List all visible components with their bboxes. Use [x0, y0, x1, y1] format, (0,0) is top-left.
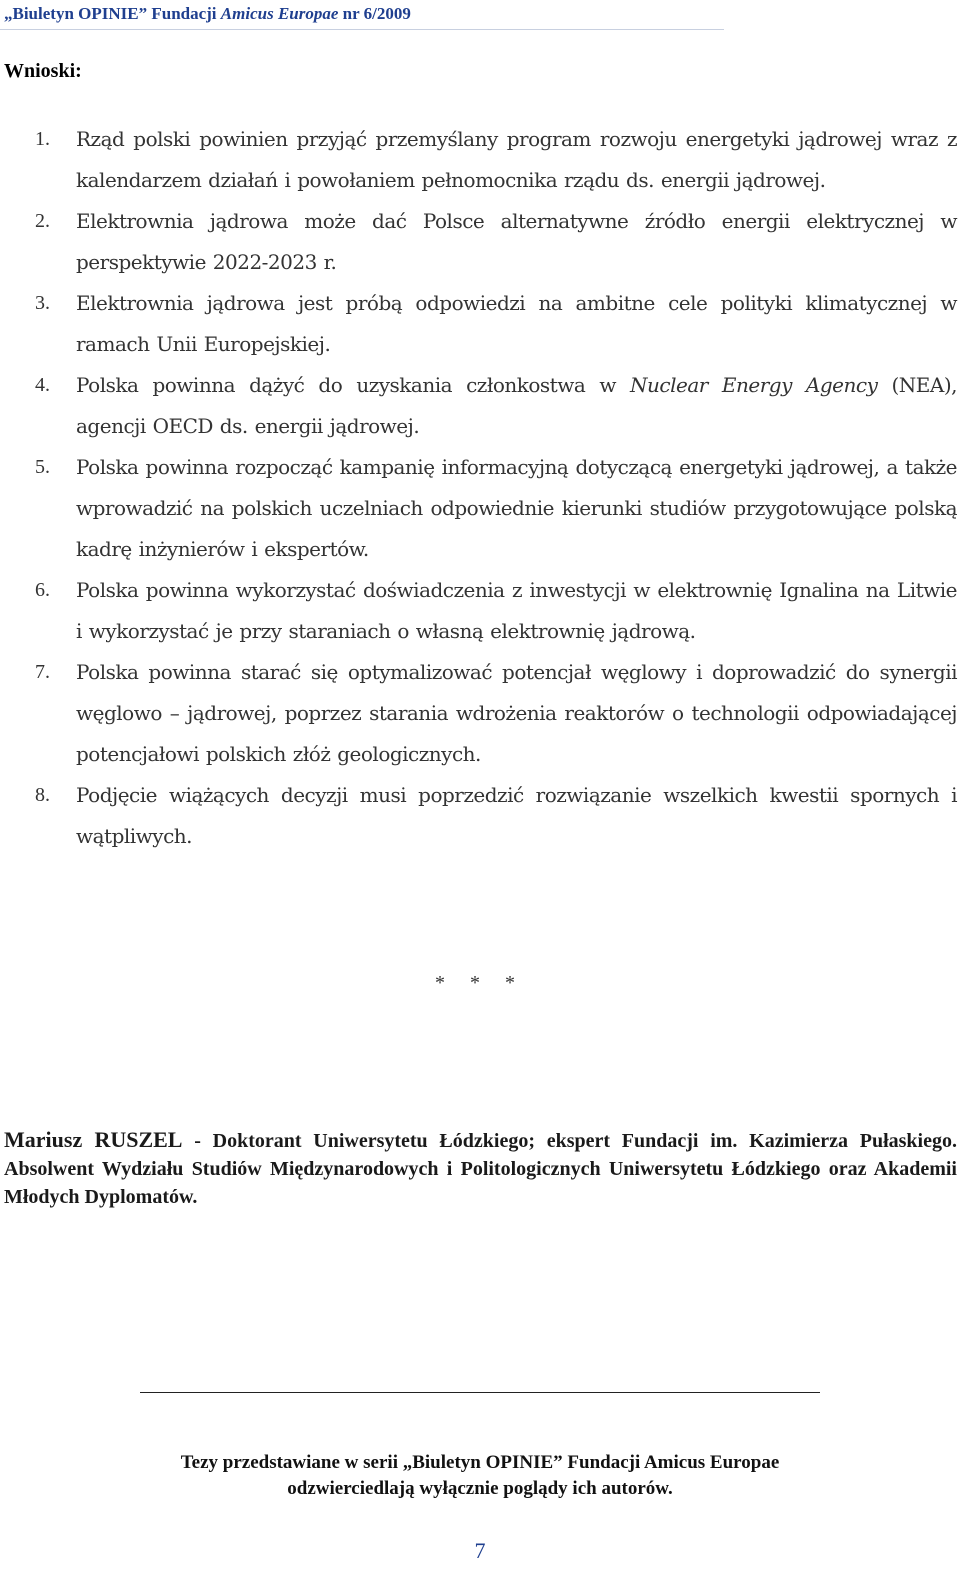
list-item [0, 365, 960, 447]
item-number: 1. [35, 128, 50, 150]
author-bio [4, 1126, 957, 1211]
section-title: Wnioski: [4, 60, 82, 82]
item-text-italic: Nuclear Energy Agency [630, 373, 878, 397]
header-suffix: nr 6/2009 [338, 4, 411, 23]
disclaimer-line-1: Tezy przedstawiane w serii „Biuletyn OPINIE” Fundacji Amicus Europae [180, 1452, 780, 1473]
list-item [0, 570, 960, 652]
item-text: Podjęcie wiążących decyzji musi poprzedzić rozwiązanie wszelkich kwestii spornych i wątpliwych. [76, 783, 957, 848]
section-separator: * * * [435, 972, 525, 994]
item-text: Polska powinna rozpocząć kampanię informacyjną dotyczącą energetyki jądrowej, a także wprowadzić na polskich uczelniach odpowiednie kierunki studiów przygotowujące polską kadrę inżynierów i ekspertów. [76, 455, 957, 561]
page-header [4, 4, 411, 24]
item-text: Elektrownia jądrowa może dać Polsce alternatywne źródło energii elektrycznej w perspektywie 2022-2023 r. [76, 209, 957, 274]
list-item [0, 775, 960, 857]
item-text [76, 365, 957, 447]
list-item [0, 283, 960, 365]
footer-divider [140, 1392, 820, 1393]
disclaimer-line-2: odzwierciedlają wyłącznie poglądy ich autorów. [287, 1478, 673, 1499]
item-text-after: (NEA), agencji OECD ds. energii jądrowej. [76, 373, 957, 438]
page-number: 7 [474, 1538, 486, 1563]
item-number: 6. [35, 579, 50, 601]
item-number: 2. [35, 210, 50, 232]
list-item [0, 652, 960, 775]
item-text-before: Polska powinna dążyć do uzyskania członkostwa w [76, 373, 631, 397]
header-italic: Amicus Europae [220, 4, 339, 23]
item-text: Polska powinna wykorzystać doświadczenia z inwestycji w elektrownię Ignalina na Litwie i wykorzystać je przy staraniach o własną elektrownię jądrową. [76, 578, 957, 643]
list-item [0, 201, 960, 283]
author-description: - Doktorant Uniwersytetu Łódzkiego; ekspert Fundacji im. Kazimierza Pułaskiego. Absolwent Wydziału Studiów Międzynarodowych i Politologicznych Uniwersytetu Łódzkiego oraz Akademii Młodych Dyplomatów. [4, 1130, 957, 1208]
list-item [0, 447, 960, 570]
item-number: 8. [35, 784, 50, 806]
disclaimer [0, 1450, 960, 1502]
list-item [0, 119, 960, 201]
conclusions-list [0, 119, 960, 857]
author-name: Mariusz RUSZEL [4, 1127, 183, 1152]
item-number: 5. [35, 456, 50, 478]
header-divider [0, 29, 724, 30]
item-number: 7. [35, 661, 50, 683]
item-number: 3. [35, 292, 50, 314]
item-text: Rząd polski powinien przyjąć przemyślany program rozwoju energetyki jądrowej wraz z kalendarzem działań i powołaniem pełnomocnika rządu ds. energii jądrowej. [76, 127, 957, 192]
item-number: 4. [35, 374, 50, 396]
item-text: Elektrownia jądrowa jest próbą odpowiedzi na ambitne cele polityki klimatycznej w ramach Unii Europejskiej. [76, 291, 957, 356]
header-prefix: „Biuletyn OPINIE” Fundacji [4, 4, 221, 23]
item-text: Polska powinna starać się optymalizować potencjał węglowy i doprowadzić do synergii węglowo – jądrowej, poprzez starania wdrożenia reaktorów o technologii odpowiadającej potencjałowi polskich złóż geologicznych. [76, 660, 957, 766]
